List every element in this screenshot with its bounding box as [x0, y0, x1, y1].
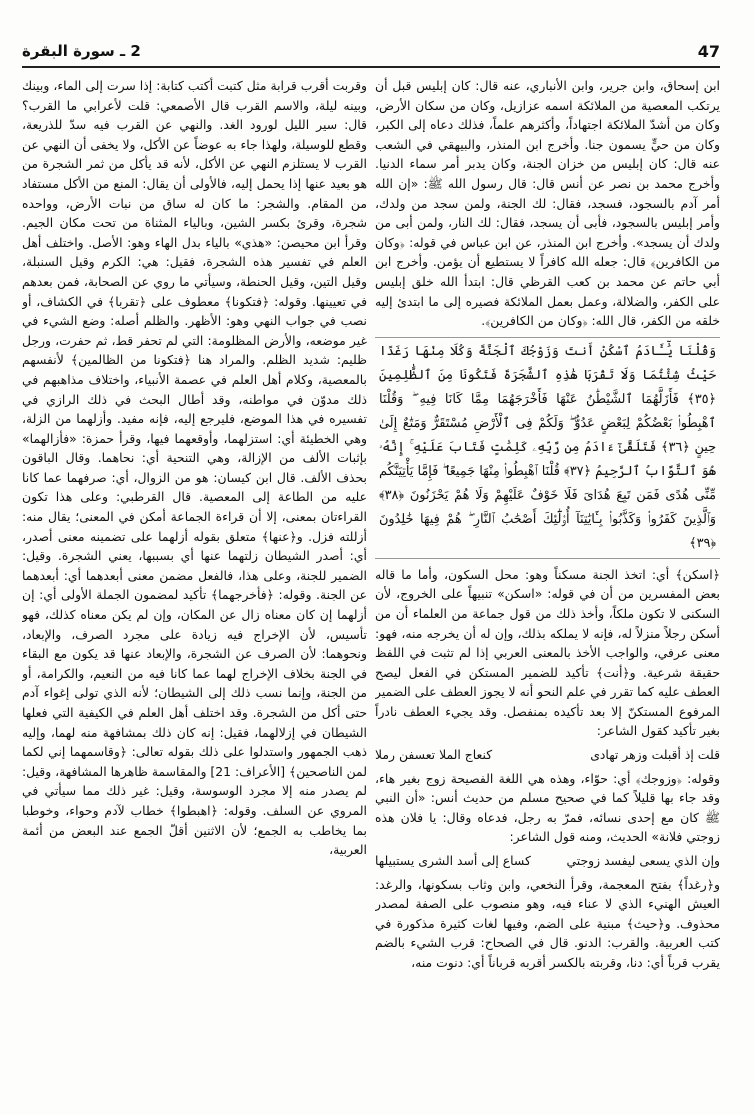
right-paragraph-3: وقوله: ﴿وزوجك﴾ أي: حوّاء، وهذه هي اللغة الفصيحة زوج بغير هاء، وقد جاء بها قليلاً كما في صحيح مسلم من حديث أنس: «أن النبي ﷺ كان مع إحدى نسائه، فمرّ به رجل، فدعاه وقال: يا فلان هذه زوجتي فلانة» الحديث، ومنه قول الشاعر:: [375, 770, 720, 845]
poem-hemistich-right: قلت إذ أقبلت وزهر تهادى: [590, 747, 720, 763]
poem-hemistich-left: كنعاج الملا تعسفن رملا: [375, 747, 493, 763]
left-paragraph-1: وقربت أقرب قرابة مثل كتبت أكتب كتابة: إذا سرت إلى الماء، وبينك وبينه ليلة، والاسم القرب قال الأصمعي: قلت لأعرابي ما القرب؟ قال: سير الليل لورود الغد. والنهي عن القرب فيه سدّ للذريعة، وقطع للوسيلة، ولهذا جاء به عوضاً عن الأكل، ولا يخفى أن النهي عن القرب لا يستلزم النهي عن الأكل، لأنه قد يأكل من ثمر الشجرة من هو بعيد عنها إذا يحمل إليه، فالأولى أن يقال: المنع من الأكل مستفاد من المقام. والشجر: ما كان له ساق من نبات الأرض، وواحده شجرة، وقرئ بكسر الشين، وبالياء المثناة من تحت مكان الجيم. وقرأ ابن محيصن: «هذي» بالياء بدل الهاء وهو: الأصل. واختلف أهل العلم في تفسير هذه الشجرة، فقيل: هي: الكرم وقيل السنبلة، وقيل التين، وقيل الحنطة، وسيأتي ما روي عن الصحابة، فمن بعدهم في تعيينها. وقوله: ﴿فتكونا﴾ معطوف على ﴿تقربا﴾ في الكشاف، أو نصب في جواب النهي وهو: الأظهر. والظلم أصله: وضع الشيء في غير موضعه، والأرض المظلومة: التي لم تحفر قط، ثم حفرت، ورجل ظليم: شديد الظلم. والمراد هنا ﴿فتكونا من الظالمين﴾ لأنفسهم بالمعصية، وكلام أهل العلم في عصمة الأنبياء، واختلاف مذاهبهم في ذلك مدوّن في مواطنه، وقد أطال البحث في ذلك الرازي في تفسيره في هذا الموضع، فليرجع إليه، فإنه مفيد. وأزلهما من الزلة، وهي الخطيئة أي: استزلهما، وأوقعهما فيها، وقرأ حمزة: «فأزالهما» بإثبات الألف من الإزالة، وهي التنحية أي: نحاهما. وقال الباقون بحذف الألف. قال ابن كيسان: هو من الزوال، أي: صرفهما عما كانا عليه من الطاعة إلى المعصية. قال القرطبي: وعلى هذا تكون القراءتان بمعنى، إلا أن قراءة الجماعة أمكن في المعنى؛ يقال منه: أزللته فزل. و﴿عنها﴾ متعلق بقوله أزلهما على تضمينه معنى أصدر، أي: أصدر الشيطان زلتهما عنها أي بسببها، يعني الشجرة. وقيل: الضمير للجنة، وعلى هذا، فالفعل مضمن معنى أبعدهما أي: أبعدهما عن الجنة. وقوله: ﴿فأخرجهما﴾ تأكيد لمضمون الجملة الأولى أي: إن أزلهما إن كان معناه زال عن المكان، وإن لم يكن معناه كذلك، فهو تأسيس، لأن الإخراج فيه زيادة على مجرد الصرف، والإبعاد، ونحوهما: لأن الصرف عن الشجرة، والإبعاد عنها قد يكون مع البقاء في الجنة بخلاف الإخراج لهما عما كانا فيه من النعيم، والكرامة، أو من الجنة، وإنما نسب ذلك إلى الشيطان؛ لأنه الذي تولى إغواء آدم حتى أكل من الشجرة. وقد اختلف أهل العلم في الكيفية التي فعلها الشيطان في إزلالهما، فقيل: إنه كان ذلك بمشافهة منه لهما، وإليه ذهب الجمهور واستدلوا على ذلك بقوله تعالى: ﴿وقاسمهما إني لكما لمن الناصحين﴾ [الأعراف: 21] والمقاسمة ظاهرها المشافهة، وقيل: لم يصدر منه إلا مجرد الوسوسة، وقيل: غير ذلك مما سيأتي في المروي عن السلف. وقوله: ﴿اهبطوا﴾ خطاب لآدم وحواء، وخوطبا بما يخاطب به الجمع؛ لأن الاثنين أقلّ الجمع عند البعض من أئمة العربية،: [22, 78, 367, 858]
page-number: 47: [697, 41, 720, 61]
surah-title: 2 ـ سورة البقرة: [22, 42, 141, 60]
poem-verse-2: [375, 851, 720, 871]
poem-verse-1: [375, 745, 720, 765]
quran-verse-block: وَقُلْنَا يَٰٓـَٔادَمُ ٱسْكُنْ أَنتَ وَزَوْجُكَ ٱلْجَنَّةَ وَكُلَا مِنْهَا رَغَدًا حَيْثُ شِئْتُمَا وَلَا تَقْرَبَا هَٰذِهِ ٱلشَّجَرَةَ فَتَكُونَا مِنَ ٱلظَّٰلِمِينَ ﴿٣٥﴾ فَأَزَلَّهُمَا ٱلشَّيْطَٰنُ عَنْهَا فَأَخْرَجَهُمَا مِمَّا كَانَا فِيهِ ۖ وَقُلْنَا ٱهْبِطُوا۟ بَعْضُكُمْ لِبَعْضٍ عَدُوٌّ ۖ وَلَكُمْ فِى ٱلْأَرْضِ مُسْتَقَرٌّ وَمَتَٰعٌ إِلَىٰ حِينٍ ﴿٣٦﴾ فَتَلَقَّىٰٓ ءَادَمُ مِن رَّبِّهِۦ كَلِمَٰتٍ فَتَابَ عَلَيْهِ ۚ إِنَّهُۥ هُوَ ٱلتَّوَّابُ ٱلرَّحِيمُ ﴿٣٧﴾ قُلْنَا ٱهْبِطُوا۟ مِنْهَا جَمِيعًا ۖ فَإِمَّا يَأْتِيَنَّكُم مِّنِّى هُدًى فَمَن تَبِعَ هُدَاىَ فَلَا خَوْفٌ عَلَيْهِمْ وَلَا هُمْ يَحْزَنُونَ ﴿٣٨﴾ وَٱلَّذِينَ كَفَرُوا۟ وَكَذَّبُوا۟ بِـَٔايَٰتِنَآ أُو۟لَٰٓئِكَ أَصْحَٰبُ ٱلنَّارِ ۖ هُمْ فِيهَا خَٰلِدُونَ ﴿٣٩﴾: [375, 337, 720, 559]
page-header: [22, 38, 720, 64]
right-paragraph-1: ابن إسحاق، وابن جرير، وابن الأنباري، عنه قال: كان إبليس قبل أن يرتكب المعصية من الملائكة اسمه عزازيل، وكان من سكان الأرض، وكان من أشدّ الملائكة اجتهاداً، وأكثرهم علماً، فذلك دعاه إلى الكبر، وكان من حيٍّ يسمون جنا. وأخرج ابن المنذر، والبيهقي في الشعب عنه قال: كان إبليس من خزان الجنة، وكان يدبر أمر سماء الدنيا. وأخرج محمد بن نصر عن أنس قال: قال رسول الله ﷺ: «إن الله أمر آدم بالسجود، فسجد، فقال: لك الجنة، ولمن سجد من ولدك، وأمر إبليس بالسجود، فأبى أن يسجد، فقال: لك النار، ولمن أبى من ولدك أن يسجد». وأخرج ابن المنذر، عن ابن عباس في قوله: ﴿وكان من الكافرين﴾ قال: جعله الله كافراً لا يستطيع أن يؤمن. وأخرج ابن أبي حاتم عن محمد بن كعب القرظي قال: ابتدأ الله خلق إبليس على الكفر، والضلالة، وعمل بعمل الملائكة فصيره إلى ما ابتدئ إليه خلقه من الكفر، قال الله: ﴿وكان من الكافرين﴾.: [375, 78, 720, 329]
right-paragraph-4: و﴿رغداً﴾ بفتح المعجمة، وقرأ النخعي، وابن وثاب بسكونها، والرغد: العيش الهنيء الذي لا عناء فيه، وهو منصوب على الصفة لمصدر محذوف. و﴿حيث﴾ مبنية على الضم، وفيها لغات كثيرة مذكورة في كتب العربية. والقرب: الدنو. قال في الصحاح: قرب الشيء بالضم يقرب قرباً أي: دنا، وقربته بالكسر أقربه قرباناً أي: دنوت منه،: [375, 876, 720, 970]
right-paragraph-2: ﴿اسكن﴾ أي: اتخذ الجنة مسكناً وهو: محل السكون، وأما ما قاله بعض المفسرين من أن في قوله: «اسكن» تنبيهاً على الخروج، لأن السكنى لا تكون ملكاً، وأخذ ذلك من قول جماعة من العلماء أن من أسكن رجلاً منزلاً له، فإنه لا يملكه بذلك، وإن له أن يخرجه منه، فهو: معنى عرفي، والواجب الأخذ بالمعنى العربي إذا لم تثبت في اللفظ حقيقة شرعية. و﴿أنت﴾ تأكيد للضمير المستكن في الفعل ليصح العطف عليه كما تقرر في علم النحو أنه لا يجوز العطف على الضمير المرفوع المستكنّ إلا بعد تأكيده بمنفصل. وقد يجيء العطف نادراً بغير تأكيد كقول الشاعر:: [375, 566, 720, 739]
header-divider: [22, 66, 720, 68]
poem2-hemistich-left: كساع إلى أسد الشرى يستبيلها: [375, 853, 531, 869]
poem2-hemistich-right: وإن الذي يسعى ليفسد زوجتي: [566, 853, 720, 869]
left-column: [22, 76, 367, 1076]
right-column: [375, 76, 720, 1076]
